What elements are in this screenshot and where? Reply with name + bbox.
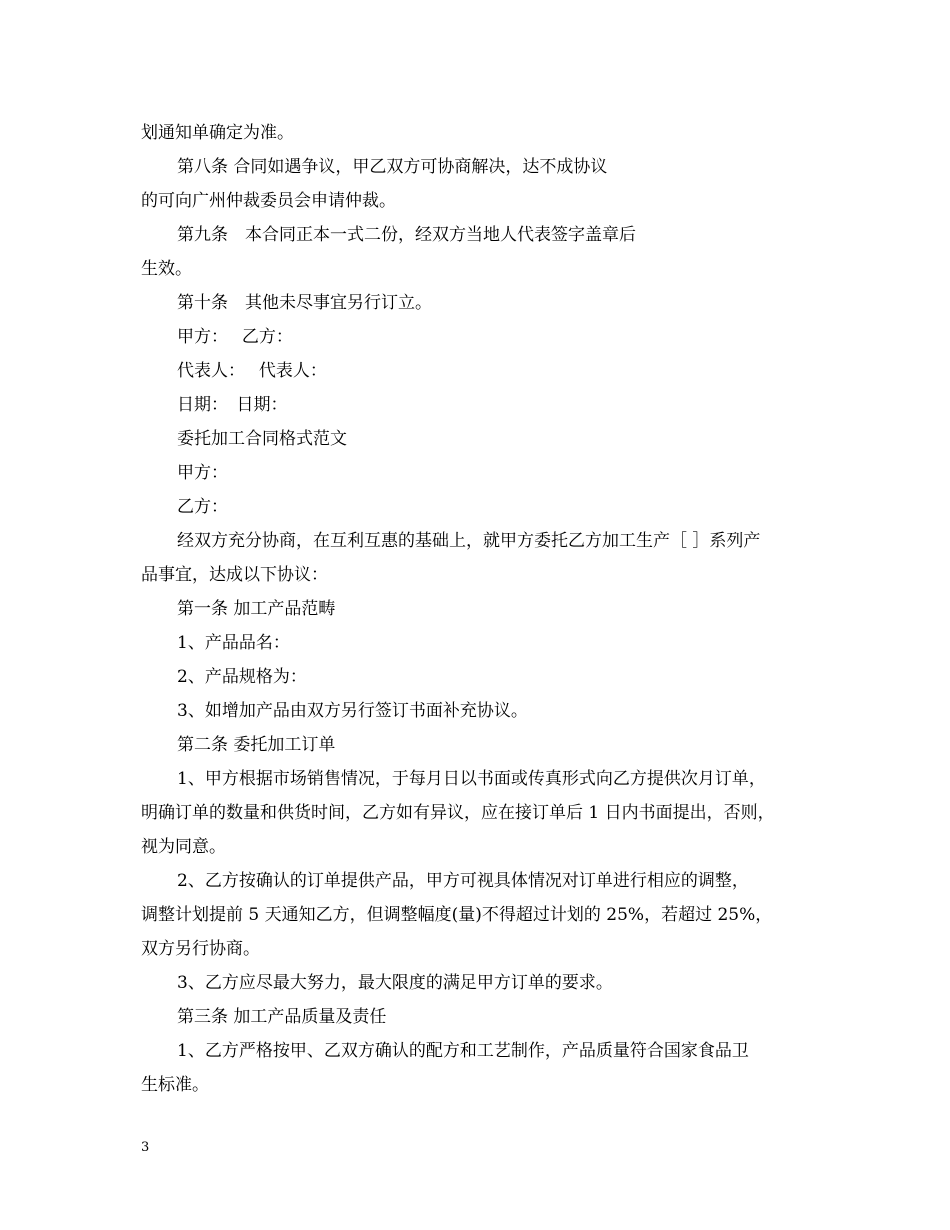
list-item: 3、如增加产品由双方另行签订书面补充协议。 <box>177 701 528 721</box>
party-a-line: 甲方： <box>177 463 228 483</box>
clause-9-line: 第九条 本合同正本一式二份，经双方当地人代表签字盖章后 <box>177 225 636 245</box>
list-item: 2、乙方按确认的订单提供产品，甲方可视具体情况对订单进行相应的调整， <box>177 871 749 891</box>
article-2-heading: 第二条 委托加工订单 <box>177 735 336 755</box>
list-item: 2、产品规格为： <box>177 667 307 687</box>
article-1-heading: 第一条 加工产品范畴 <box>177 599 336 619</box>
article-3-heading: 第三条 加工产品质量及责任 <box>177 1007 387 1027</box>
section-title: 委托加工合同格式范文 <box>177 429 347 449</box>
clause-8-line: 第八条 合同如遇争议，甲乙双方可协商解决，达不成协议 <box>177 157 608 177</box>
text-line: 双方另行协商。 <box>141 939 260 959</box>
text-line: 品事宜，达成以下协议： <box>141 565 328 585</box>
text-line: 明确订单的数量和供货时间，乙方如有异议，应在接订单后 1 日内书面提出，否则， <box>141 803 775 823</box>
clause-10-line: 第十条 其他未尽事宜另行订立。 <box>177 293 432 313</box>
list-item: 1、甲方根据市场销售情况，于每月日以书面或传真形式向乙方提供次月订单， <box>177 769 766 789</box>
text-line: 视为同意。 <box>141 837 226 857</box>
list-item: 1、乙方严格按甲、乙双方确认的配方和工艺制作，产品质量符合国家食品卫 <box>177 1041 749 1061</box>
preamble-line: 经双方充分协商，在互利互惠的基础上，就甲方委托乙方加工生产［ ］系列产 <box>177 531 761 551</box>
text-line: 的可向广州仲裁委员会申请仲裁。 <box>141 191 396 211</box>
text-line: 生标准。 <box>141 1075 209 1095</box>
text-line: 划通知单确定为准。 <box>141 123 294 143</box>
page-number: 3 <box>141 1140 150 1155</box>
list-item: 3、乙方应尽最大努力，最大限度的满足甲方订单的要求。 <box>177 973 613 993</box>
text-line: 生效。 <box>141 259 192 279</box>
representative-line: 代表人： 代表人： <box>177 361 327 381</box>
party-signature-line: 甲方： 乙方： <box>177 327 293 347</box>
document-body <box>141 116 821 1102</box>
date-line: 日期： 日期： <box>177 395 288 415</box>
text-line: 调整计划提前 5 天通知乙方，但调整幅度(量)不得超过计划的 25%，若超过 25%， <box>141 905 773 925</box>
party-b-line: 乙方： <box>177 497 228 517</box>
list-item: 1、产品品名： <box>177 633 290 653</box>
